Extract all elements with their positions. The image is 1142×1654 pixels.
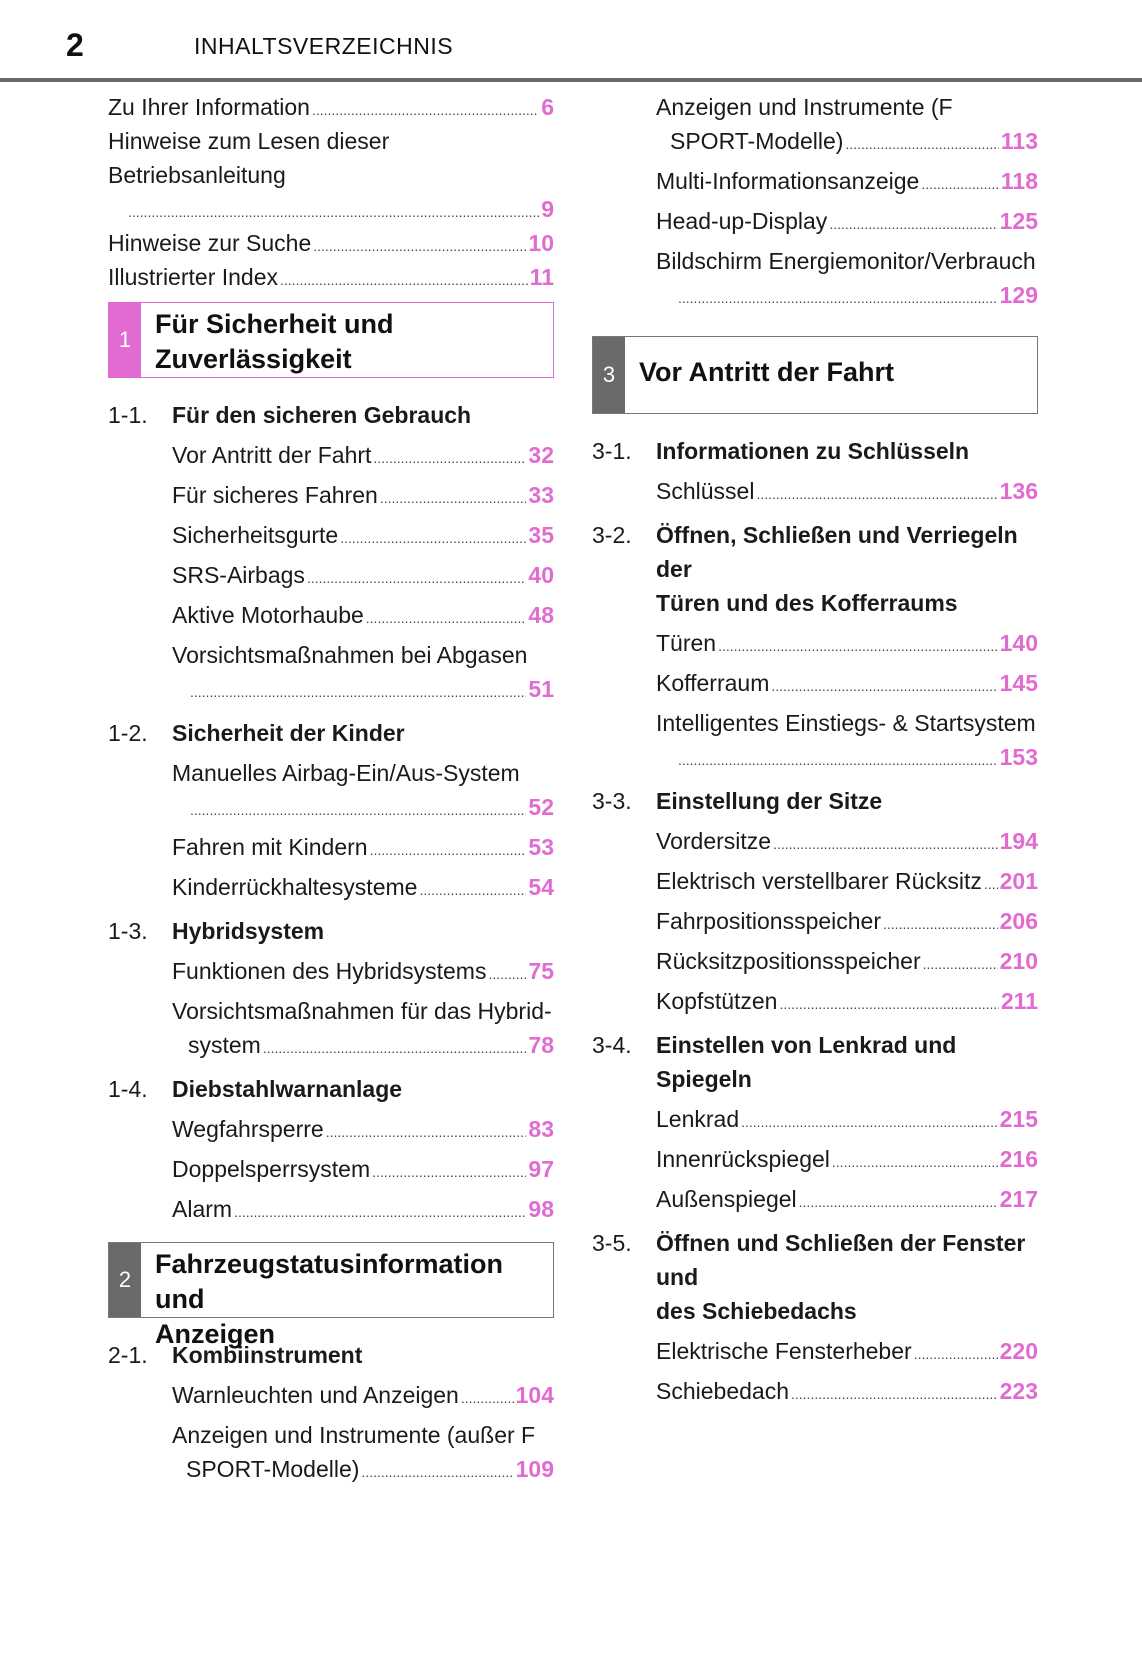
page-link[interactable]: 6 (541, 94, 554, 120)
page-link[interactable]: 53 (528, 834, 554, 860)
page-link[interactable]: 78 (528, 1032, 554, 1058)
page-link[interactable]: 206 (999, 908, 1038, 934)
toc-entry[interactable]: Warnleuchten und Anzeigen ..... 104 (108, 1378, 554, 1412)
chapter-title: Für Sicherheit und Zuverlässigkeit (155, 309, 394, 374)
toc-entry[interactable]: Vordersitze ..... 194 (592, 824, 1038, 858)
toc-entry[interactable]: Rücksitzpositionsspeicher ..... 210 (592, 944, 1038, 978)
toc-entry-multiline[interactable]: Intelligentes Einstiegs- & Startsystem (656, 710, 1036, 736)
page-link[interactable]: 83 (528, 1116, 554, 1142)
toc-entry[interactable]: Innenrückspiegel ..... 216 (592, 1142, 1038, 1176)
toc-entry-multiline[interactable]: Hinweise zum Lesen dieser Betriebsanleitung (108, 128, 390, 188)
section-3-1[interactable]: 3-1. Informationen zu Schlüsseln (592, 438, 970, 464)
toc-entry[interactable]: Für sicheres Fahren ..... 33 (108, 478, 554, 512)
toc-entry[interactable]: Fahren mit Kindern ..... 53 (108, 830, 554, 864)
toc-entry[interactable]: Fahrpositionsspeicher ..... 206 (592, 904, 1038, 938)
toc-entry[interactable]: Kinderrückhaltesysteme ..... 54 (108, 870, 554, 904)
toc-entry-multiline[interactable]: Vorsichtsmaßnahmen für das Hybrid- (172, 998, 552, 1024)
page-link[interactable]: 98 (528, 1196, 554, 1222)
page-number: 2 (66, 27, 84, 63)
page-link[interactable]: 11 (529, 264, 554, 290)
toc-entry-multiline[interactable]: Anzeigen und Instrumente (außer F (172, 1422, 536, 1448)
toc-entry[interactable]: Hinweise zur Suche ..... 10 (108, 226, 554, 260)
toc-entry[interactable]: Vor Antritt der Fahrt ..... 32 (108, 438, 554, 472)
page-link[interactable]: 223 (999, 1378, 1038, 1404)
page-link[interactable]: 33 (528, 482, 554, 508)
section-3-2[interactable]: 3-2. Öffnen, Schließen und Verriegeln der Türen und des Kofferraums (592, 522, 1018, 616)
page-link[interactable]: 194 (999, 828, 1038, 854)
toc-entry[interactable]: Alarm ..... 98 (108, 1192, 554, 1226)
page-link[interactable]: 10 (528, 230, 554, 256)
toc-entry[interactable]: Elektrische Fensterheber ..... 220 (592, 1334, 1038, 1368)
page-link[interactable]: 220 (999, 1338, 1038, 1364)
page-link[interactable]: 35 (528, 522, 554, 548)
chapter-1-header[interactable] (108, 302, 554, 378)
toc-entry[interactable]: Kopfstützen ..... 211 (592, 984, 1038, 1018)
chapter-title: Fahrzeugstatusinformation und Anzeigen (155, 1249, 504, 1349)
page-link[interactable]: 40 (528, 562, 554, 588)
page-link[interactable]: 136 (999, 478, 1038, 504)
page-header (0, 0, 1142, 82)
toc-entry[interactable]: Elektrisch verstellbarer Rücksitz ..... 201 (592, 864, 1038, 898)
toc-entry[interactable]: Wegfahrsperre ..... 83 (108, 1112, 554, 1146)
toc-entry-multiline[interactable]: Bildschirm Energiemonitor/Verbrauch (656, 248, 1036, 274)
page-link[interactable]: 52 (528, 794, 554, 820)
page-link[interactable]: 113 (1000, 128, 1038, 154)
page-link[interactable]: 216 (999, 1146, 1038, 1172)
section-1-1[interactable]: 1-1. Für den sicheren Gebrauch (108, 402, 472, 428)
toc-entry-multiline[interactable]: Manuelles Airbag-Ein/Aus-System (172, 760, 520, 786)
toc-entry-multiline[interactable]: Anzeigen und Instrumente (F (656, 94, 953, 120)
section-2-1[interactable]: 2-1. Kombiinstrument (108, 1342, 363, 1368)
chapter-title: Vor Antritt der Fahrt (639, 357, 894, 387)
section-3-4[interactable]: 3-4. Einstellen von Lenkrad und Spiegeln (592, 1032, 957, 1092)
page-link[interactable]: 215 (999, 1106, 1038, 1132)
header-title: INHALTSVERZEICHNIS (194, 33, 454, 59)
toc-entry[interactable]: Schlüssel ..... 136 (592, 474, 1038, 508)
chapter-2-header[interactable] (108, 1242, 554, 1349)
toc-entry[interactable]: Doppelsperrsystem ..... 97 (108, 1152, 554, 1186)
page-link[interactable]: 210 (999, 948, 1038, 974)
toc-entry-multiline[interactable]: Vorsichtsmaßnahmen bei Abgasen (172, 642, 528, 668)
section-1-3[interactable]: 1-3. Hybridsystem (108, 918, 325, 944)
toc-entry[interactable]: SRS-Airbags ..... 40 (108, 558, 554, 592)
page-link[interactable]: 109 (515, 1456, 554, 1482)
page-link[interactable]: 217 (999, 1186, 1038, 1212)
page-link[interactable]: 118 (1000, 168, 1038, 194)
page-link[interactable]: 9 (541, 196, 554, 222)
page-link[interactable]: 201 (999, 868, 1038, 894)
toc-entry[interactable]: Zu Ihrer Information ..... 6 (108, 90, 554, 124)
chapter-3-header[interactable] (592, 336, 1038, 414)
page-link[interactable]: 75 (528, 958, 554, 984)
page-link[interactable]: 104 (515, 1382, 554, 1408)
section-3-5[interactable]: 3-5. Öffnen und Schließen der Fenster und des Schiebedachs (592, 1230, 1026, 1324)
page-link[interactable]: 51 (528, 676, 554, 702)
chapter-number: 2 (109, 1243, 141, 1317)
toc-entry[interactable]: Türen ..... 140 (592, 626, 1038, 660)
section-3-3[interactable]: 3-3. Einstellung der Sitze (592, 788, 883, 814)
page-link[interactable]: 97 (528, 1156, 554, 1182)
page-link[interactable]: 32 (528, 442, 554, 468)
toc-entry[interactable]: Lenkrad ..... 215 (592, 1102, 1038, 1136)
toc-entry[interactable]: Außenspiegel ..... 217 (592, 1182, 1038, 1216)
toc-entry[interactable]: Head-up-Display ..... 125 (656, 204, 1038, 238)
page-link[interactable]: 125 (999, 208, 1038, 234)
page-link[interactable]: 211 (1000, 988, 1038, 1014)
toc-entry[interactable]: Schiebedach ..... 223 (592, 1374, 1038, 1408)
toc-entry[interactable]: Funktionen des Hybridsystems ..... 75 (108, 954, 554, 988)
section-1-2[interactable]: 1-2. Sicherheit der Kinder (108, 720, 405, 746)
chapter-number: 3 (593, 337, 625, 413)
page-link[interactable]: 140 (999, 630, 1038, 656)
toc-entry[interactable]: Sicherheitsgurte ..... 35 (108, 518, 554, 552)
toc-left-column: Zu Ihrer Information ..... 6 Hinweise zum Lesen dieser Betriebsanleitung ..... 9 Hinweise zur Suche ..... 10 Illustrierter Index ..... 11 1 Für Sicherheit und Zuverlässigkeit 1-1. Für den sicheren Gebrauch Vor Antritt der Fahrt ..... 32 Für sicheres Fahren ..... 33 Sicherheitsgurte ..... 35 SRS-Airbags ..... 40 Aktive Motorhaube ..... 48 Vorsichtsmaßnahmen bei Abgasen ..... 51 1-2. Sicherheit der Kinder Manuelles Airbag-Ein/Aus-System ..... 52 Fahren mit Kindern ..... 53 Kinderrückhaltesysteme ..... 54 1-3. Hybridsystem Funktionen des Hybridsystems ..... 75 Vorsichtsmaßnahmen für das Hybrid- system ..... 78 1-4. Diebstahlwarnanlage Wegfahrsperre ..... 83 Doppelsperrsystem ..... 97 Alarm ..... 98 2 Fahrzeugstatusinformation und Anzeigen 2-1. Kombiinstrument Warnleuchten und Anzeigen ..... 104 Anzeigen und Instrumente (außer F SPORT-Modelle) ..... 109 (108, 90, 554, 1486)
toc-entry[interactable]: Kofferraum ..... 145 (592, 666, 1038, 700)
page-link[interactable]: 129 (999, 282, 1038, 308)
page-link[interactable]: 145 (999, 670, 1038, 696)
toc-entry[interactable]: Aktive Motorhaube ..... 48 (108, 598, 554, 632)
section-1-4[interactable]: 1-4. Diebstahlwarnanlage (108, 1076, 403, 1102)
toc-entry[interactable]: Multi-Informationsanzeige ..... 118 (656, 164, 1038, 198)
page-link[interactable]: 153 (999, 744, 1038, 770)
toc-right-column: Anzeigen und Instrumente (F SPORT-Modelle) ..... 113 Multi-Informationsanzeige ..... 118 Head-up-Display ..... 125 Bildschirm Energiemonitor/Verbrauch ..... 129 3 Vor Antritt der Fahrt 3-1. Informationen zu Schlüsseln Schlüssel ..... 136 3-2. Öffnen, Schließen und Verriegeln der Türen und des Kofferraums Türen ..... 140 Kofferraum ..... 145 Intelligentes Einstiegs- & Startsystem ..... 153 3-3. Einstellung der Sitze Vordersitze ..... 194 Elektrisch verstellbarer Rücksitz ..... 201 Fahrpositionsspeicher ..... 206 Rücksitzpositionsspeicher ..... 210 Kopfstützen ..... 211 3-4. Einstellen von Lenkrad und Spiegeln Lenkrad ..... 215 Innenrückspiegel ..... 216 Außenspiegel ..... 217 3-5. Öffnen und Schließen der Fenster und des Schiebedachs Elektrische Fensterheber ..... 220 Schiebedach ..... 223 (592, 90, 1038, 1408)
toc-entry[interactable]: Illustrierter Index ..... 11 (108, 260, 554, 294)
page-link[interactable]: 48 (528, 602, 554, 628)
page-link[interactable]: 54 (528, 874, 554, 900)
chapter-number: 1 (109, 303, 141, 377)
